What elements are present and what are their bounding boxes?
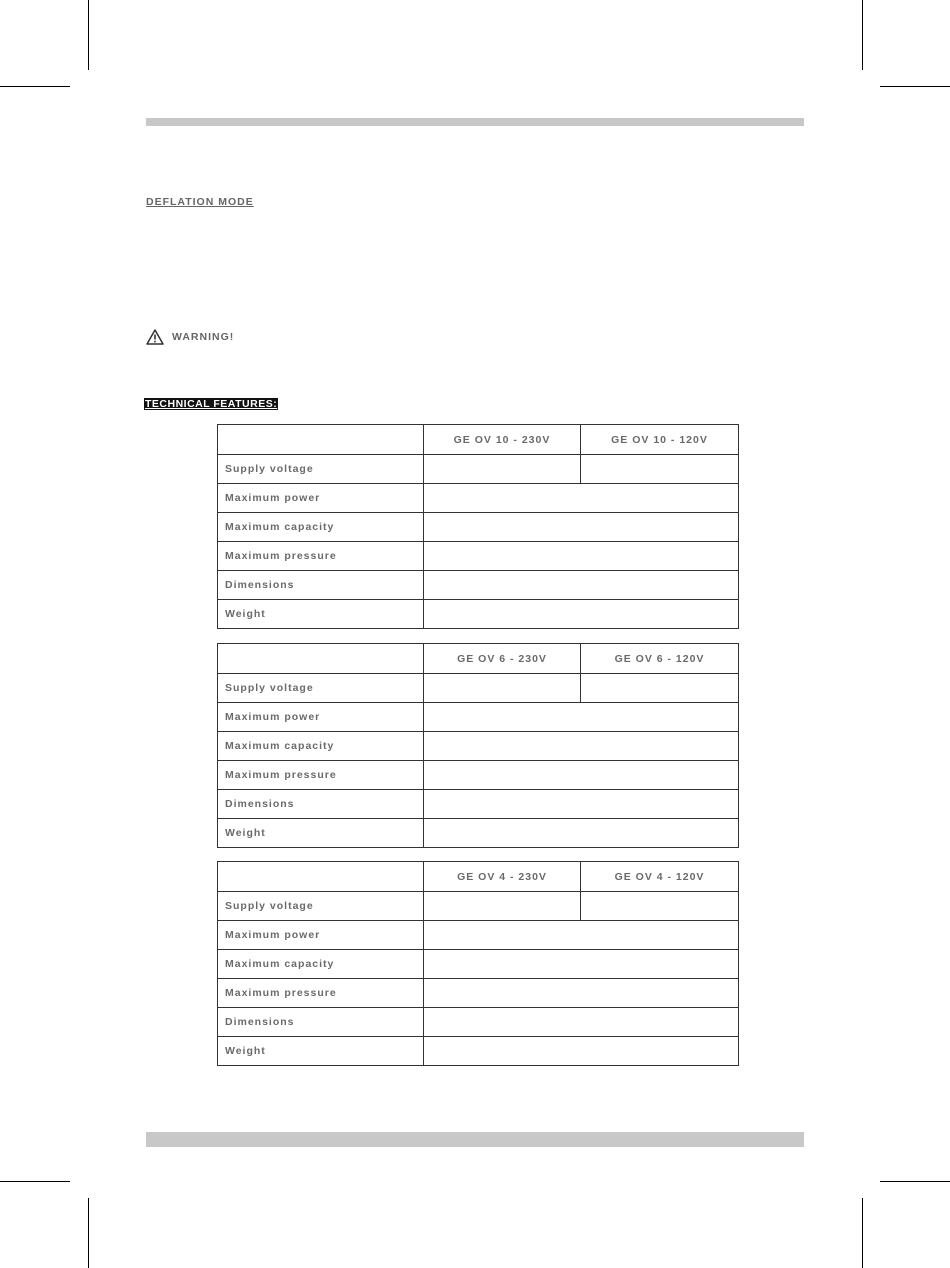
spec-table-ge-ov-10: [217, 424, 739, 629]
crop-mark: [880, 1181, 950, 1182]
crop-mark: [862, 0, 863, 70]
row-label: Maximum pressure: [218, 979, 424, 1008]
table-row: [218, 484, 739, 513]
table-row: [218, 892, 739, 921]
value-cell: [424, 484, 739, 513]
value-cell: [424, 703, 739, 732]
row-label: Maximum pressure: [218, 761, 424, 790]
row-label: Dimensions: [218, 1008, 424, 1037]
model-header: GE OV 10 - 230V: [424, 425, 581, 455]
table-row: [218, 761, 739, 790]
table-row: [218, 732, 739, 761]
value-cell: [424, 761, 739, 790]
model-header: GE OV 6 - 120V: [581, 644, 739, 674]
row-label: Weight: [218, 1037, 424, 1066]
row-label: Dimensions: [218, 790, 424, 819]
warning-label: WARNING!: [172, 331, 235, 343]
table-row: [218, 455, 739, 484]
model-header: GE OV 4 - 230V: [424, 862, 581, 892]
value-cell: [424, 979, 739, 1008]
warning-row: [146, 329, 234, 345]
value-cell: [424, 542, 739, 571]
warning-triangle-icon: [146, 329, 164, 345]
table-row: [218, 1037, 739, 1066]
table-header-row: [218, 425, 739, 455]
value-cell: [581, 674, 739, 703]
table-row: [218, 979, 739, 1008]
row-label: Maximum pressure: [218, 542, 424, 571]
crop-mark: [88, 1198, 89, 1268]
value-cell: [424, 600, 739, 629]
table-row: [218, 1008, 739, 1037]
value-cell: [424, 950, 739, 979]
value-cell: [424, 892, 581, 921]
row-label: Maximum power: [218, 703, 424, 732]
value-cell: [424, 1008, 739, 1037]
value-cell: [424, 513, 739, 542]
empty-header-cell: [218, 862, 424, 892]
table-row: [218, 819, 739, 848]
model-header: GE OV 4 - 120V: [581, 862, 739, 892]
row-label: Maximum capacity: [218, 513, 424, 542]
model-header: GE OV 6 - 230V: [424, 644, 581, 674]
table-row: [218, 921, 739, 950]
table-row: [218, 790, 739, 819]
row-label: Dimensions: [218, 571, 424, 600]
crop-mark: [88, 0, 89, 70]
row-label: Supply voltage: [218, 674, 424, 703]
table-header-row: [218, 644, 739, 674]
row-label: Maximum power: [218, 921, 424, 950]
spec-table-ge-ov-6: [217, 643, 739, 848]
row-label: Maximum capacity: [218, 950, 424, 979]
spec-table-ge-ov-4: [217, 861, 739, 1066]
row-label: Supply voltage: [218, 892, 424, 921]
table-header-row: [218, 862, 739, 892]
value-cell: [424, 732, 739, 761]
value-cell: [581, 892, 739, 921]
row-label: Weight: [218, 600, 424, 629]
value-cell: [424, 674, 581, 703]
row-label: Supply voltage: [218, 455, 424, 484]
footer-band: [146, 1132, 804, 1147]
empty-header-cell: [218, 425, 424, 455]
deflation-heading: DEFLATION MODE: [146, 196, 254, 208]
row-label: Maximum capacity: [218, 732, 424, 761]
table-row: [218, 600, 739, 629]
row-label: Weight: [218, 819, 424, 848]
table-row: [218, 950, 739, 979]
value-cell: [424, 819, 739, 848]
value-cell: [424, 571, 739, 600]
value-cell: [424, 790, 739, 819]
crop-mark: [0, 1181, 70, 1182]
row-label: Maximum power: [218, 484, 424, 513]
value-cell: [424, 455, 581, 484]
crop-mark: [880, 86, 950, 87]
model-header: GE OV 10 - 120V: [581, 425, 739, 455]
empty-header-cell: [218, 644, 424, 674]
value-cell: [581, 455, 739, 484]
table-row: [218, 703, 739, 732]
table-row: [218, 513, 739, 542]
header-band: [146, 118, 804, 126]
value-cell: [424, 921, 739, 950]
table-row: [218, 674, 739, 703]
table-row: [218, 542, 739, 571]
technical-features-heading: TECHNICAL FEATURES:: [145, 398, 278, 410]
crop-mark: [0, 86, 70, 87]
table-row: [218, 571, 739, 600]
crop-mark: [862, 1198, 863, 1268]
value-cell: [424, 1037, 739, 1066]
